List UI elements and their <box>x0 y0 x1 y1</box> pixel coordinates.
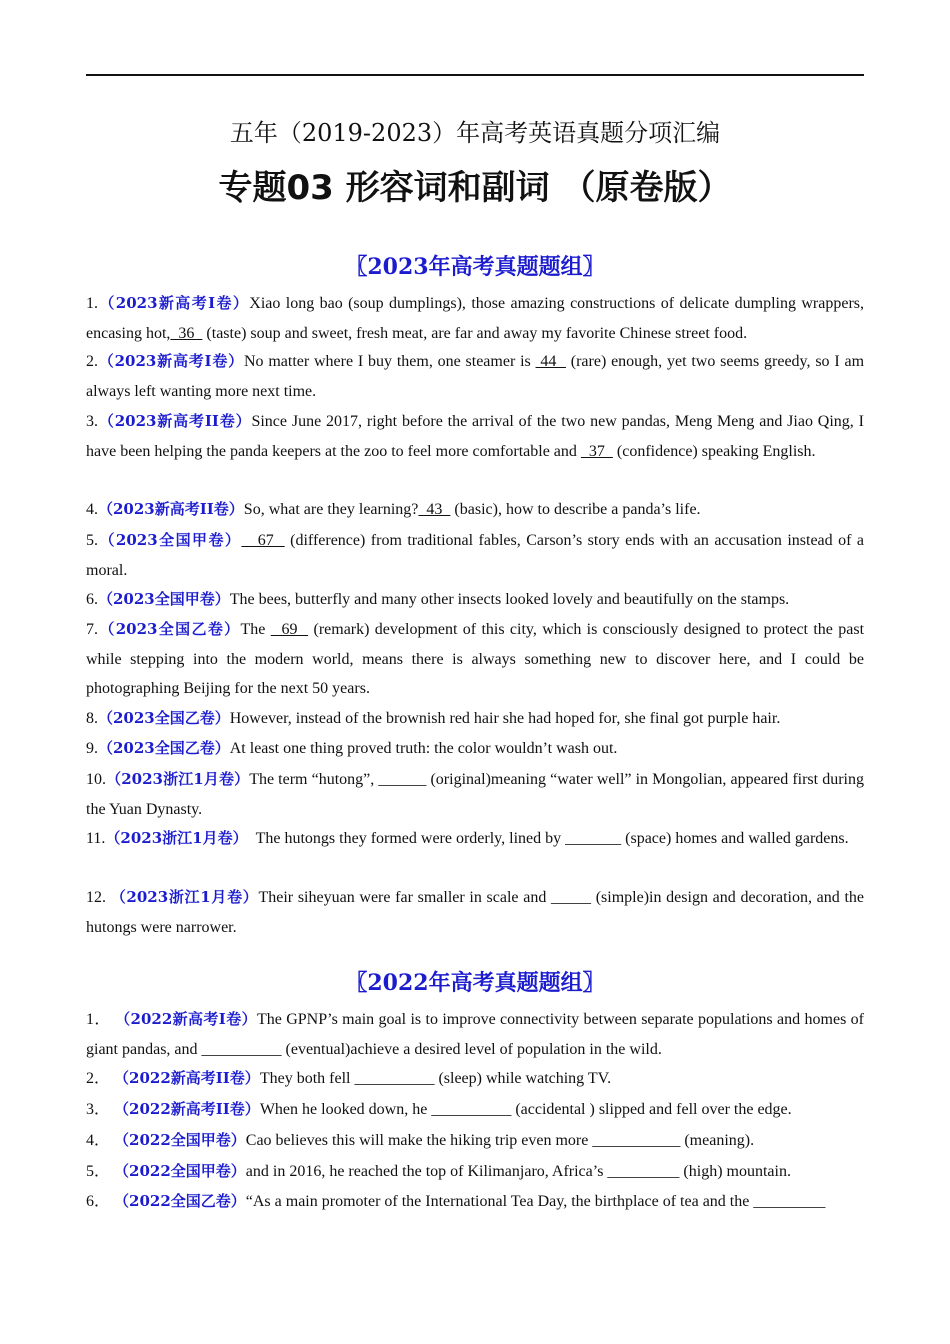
question-2023-12 <box>86 883 864 942</box>
question-source: （2022新高考I卷） <box>115 1010 257 1028</box>
question-number: 4. <box>86 501 98 518</box>
question-source: （2023浙江1月卷） <box>105 829 248 847</box>
question-source: （2023新高考I卷） <box>98 294 250 312</box>
question-text: Since June 2017, right before the arrival of the two new pandas, Meng Meng and Jiao Qing, I have been helping the panda keepers at the zoo to feel more comfortable and <box>86 413 864 460</box>
question-2023-10 <box>86 765 864 824</box>
question-number: 2. <box>86 353 98 370</box>
question-text-after: (confidence) speaking English. <box>612 442 816 460</box>
question-2023-5 <box>86 526 864 585</box>
section-title-2022: 〖2022年高考真题题组〗 <box>345 970 605 996</box>
question-text-after: (basic), how to describe a panda’s life. <box>450 501 701 518</box>
question-text: The <box>240 621 271 638</box>
question-number: 8. <box>86 710 98 727</box>
question-2023-8 <box>86 704 864 734</box>
question-text: The term “hutong”, ______ (original)meaning “water well” in Mongolian, appeared first during the Yuan Dynasty. <box>86 771 864 818</box>
answer-blank: 37 <box>580 442 613 460</box>
question-source: （2023浙江1月卷） <box>106 770 250 788</box>
question-number: 4． <box>86 1132 115 1149</box>
question-number: 1. <box>86 295 98 312</box>
question-2023-6 <box>86 585 864 615</box>
question-2023-9 <box>86 734 864 764</box>
question-text: They both fell __________ (sleep) while watching TV. <box>259 1070 612 1087</box>
question-2022-3 <box>86 1095 864 1125</box>
question-text-after: (taste) soup and sweet, fresh meat, are far and away my favorite Chinese street food. <box>202 324 748 342</box>
question-source: （2023全国乙卷） <box>98 620 241 638</box>
question-number: 7. <box>86 621 98 638</box>
question-text: and in 2016, he reached the top of Kilimanjaro, Africa’s _________ (high) mountain. <box>245 1163 791 1180</box>
section-title-2023: 〖2023年高考真题题组〗 <box>345 254 605 280</box>
series-title: 五年（2019-2023）年高考英语真题分项汇编 <box>229 119 721 147</box>
question-number: 6． <box>86 1193 115 1210</box>
topic-title: 专题03 形容词和副词 （原卷版） <box>218 168 732 208</box>
question-2022-6 <box>86 1187 864 1217</box>
question-text: However, instead of the brownish red hair she had hoped for, she final got purple hair. <box>229 710 781 727</box>
question-source: （2022全国乙卷） <box>114 1192 246 1210</box>
question-2022-4 <box>86 1126 864 1156</box>
question-text: When he looked down, he __________ (accidental ) slipped and fell over the edge. <box>259 1101 792 1118</box>
answer-blank: 67 <box>241 532 285 549</box>
question-text: So, what are they learning? <box>243 501 419 518</box>
question-2023-3 <box>86 407 864 466</box>
question-source: （2022新高考II卷） <box>114 1069 260 1087</box>
question-2023-11 <box>86 824 864 854</box>
top-rule <box>86 74 864 76</box>
question-source: （2023浙江1月卷） <box>110 888 259 906</box>
question-number: 3． <box>86 1101 115 1118</box>
question-2023-7 <box>86 615 864 704</box>
question-text: No matter where I buy them, one steamer is <box>243 353 536 370</box>
question-text: The hutongs they formed were orderly, lined by _______ (space) homes and walled gardens. <box>247 830 849 847</box>
question-source: （2023全国乙卷） <box>98 739 230 757</box>
question-source: （2023新高考II卷） <box>98 412 252 430</box>
answer-blank: 69 <box>270 621 309 638</box>
question-text: “As a main promoter of the International Tea Day, the birthplace of tea and the _________ <box>245 1193 826 1210</box>
question-source: （2023新高考II卷） <box>98 500 244 518</box>
question-text-after: (rare) enough, yet two seems greedy, so I am always left wanting more next time. <box>86 353 865 400</box>
question-text-after: (difference) from traditional fables, Carson’s story ends with an accusation instead of a moral. <box>86 532 864 579</box>
answer-blank: 43 <box>418 501 451 518</box>
question-number: 5. <box>86 532 98 549</box>
question-number: 6. <box>86 591 98 608</box>
question-number: 10. <box>86 771 106 788</box>
question-number: 12. <box>86 889 111 906</box>
question-number: 5． <box>86 1163 115 1180</box>
question-text-after: (remark) development of this city, which is consciously designed to protect the past while stepping into the modern world, means there is always something new to discover here, and I could be photographing Beijing for the next 50 years. <box>86 621 865 697</box>
question-source: （2022新高考II卷） <box>114 1100 260 1118</box>
question-number: 1． <box>86 1011 116 1028</box>
answer-blank: 44 <box>535 353 566 370</box>
question-2022-2 <box>86 1064 864 1094</box>
question-text: At least one thing proved truth: the color wouldn’t wash out. <box>229 740 618 757</box>
question-text: The bees, butterfly and many other insects looked lovely and beautifully on the stamps. <box>229 591 790 608</box>
question-2023-4 <box>86 495 864 525</box>
question-text: Xiao long bao (soup dumplings), those amazing constructions of delicate dumpling wrappers, encasing hot, <box>86 295 864 342</box>
question-source: （2022全国甲卷） <box>114 1131 246 1149</box>
question-source: （2023全国甲卷） <box>98 531 242 549</box>
question-2023-1 <box>86 289 864 348</box>
question-source: （2023全国甲卷） <box>98 590 230 608</box>
answer-blank: 36 <box>170 324 203 342</box>
question-source: （2023全国乙卷） <box>98 709 230 727</box>
question-number: 3. <box>86 413 98 430</box>
question-source: （2022全国甲卷） <box>114 1162 246 1180</box>
question-2023-2 <box>86 347 864 406</box>
question-2022-5 <box>86 1157 864 1187</box>
question-number: 11. <box>86 830 106 847</box>
question-text: Their siheyuan were far smaller in scale and _____ (simple)in design and decoration, and the hutongs were narrower. <box>86 889 865 936</box>
question-text: Cao believes this will make the hiking trip even more ___________ (meaning). <box>245 1132 755 1149</box>
question-2022-1 <box>86 1005 864 1064</box>
question-text: The GPNP’s main goal is to improve connectivity between separate populations and homes of giant pandas, and __________ (eventual)achieve a desired level of population in the wild. <box>86 1011 865 1058</box>
question-source: （2023新高考I卷） <box>98 352 244 370</box>
question-number: 2． <box>86 1070 115 1087</box>
question-number: 9. <box>86 740 98 757</box>
